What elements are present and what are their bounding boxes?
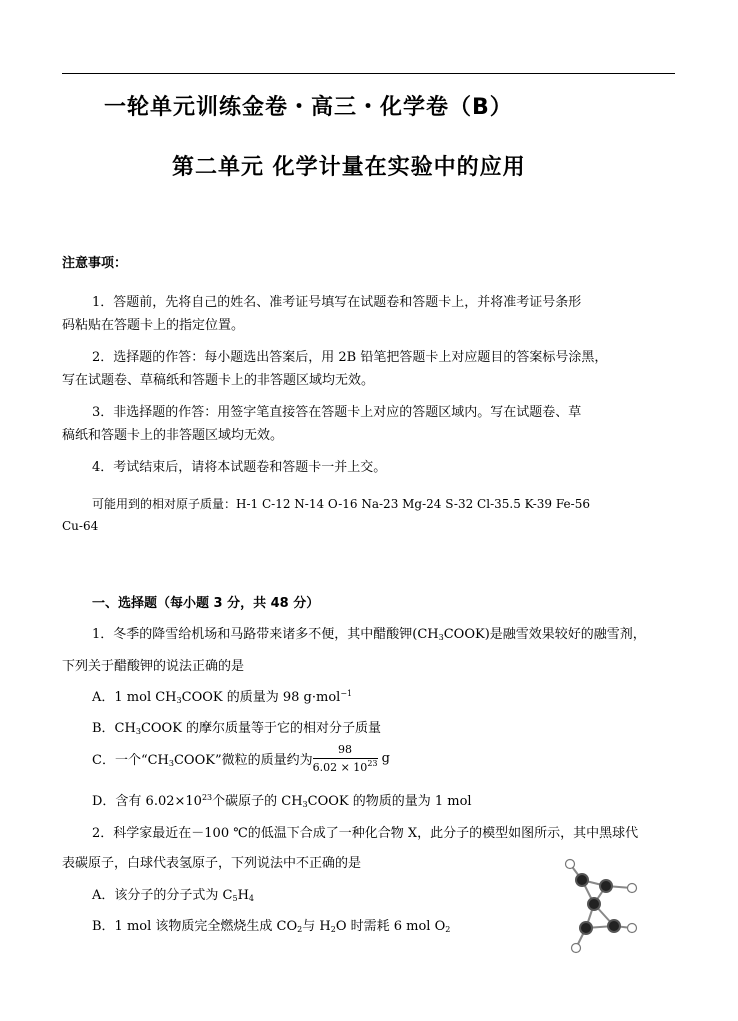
atomic-mass-line-2: Cu-64 (62, 519, 99, 533)
notice-item-2-line-1: 2．选择题的作答：每小题选出答案后，用 2B 铅笔把答题卡上对应题目的答案标号涂黑， (92, 350, 608, 365)
header-rule (62, 73, 675, 74)
q2-stem-line-2: 表碳原子，白球代表氢原子，下列说法中不正确的是 (62, 856, 362, 871)
notice-item-1-line-1: 1．答题前，先将自己的姓名、准考证号填写在试题卷和答题卡上，并将准考证号条形 (92, 295, 582, 310)
hydrogen-atom (628, 884, 637, 893)
notice-item-3-line-2: 稿纸和答题卡上的非答题区域均无效。 (62, 428, 284, 443)
carbon-atom (600, 880, 612, 892)
q1-option-b: B．$CH_3COOK$ 的摩尔质量等于它的相对分子质量 (92, 721, 382, 736)
page-title: 一轮单元训练金卷・高三・化学卷（B） (104, 95, 513, 120)
notice-heading: 注意事项： (62, 256, 128, 271)
carbon-atom (588, 898, 600, 910)
molecule-model-figure (552, 852, 652, 962)
hydrogen-atom (628, 924, 637, 933)
page-subtitle: 第二单元 化学计量在实验中的应用 (172, 155, 526, 180)
q1-option-c: C．一个“$CH_3COOK$”微粒的质量约为 $\frac{98}{6.02 \times 10^{23}}$ g (92, 743, 390, 774)
q1-option-d: D．含有 $6.02\times 10^{23}$个碳原子的 $CH_3COOK$ 的物质的量为 1 mol (92, 793, 472, 809)
notice-item-4: 4．考试结束后，请将本试题卷和答题卡一并上交。 (92, 460, 387, 475)
carbon-atom (576, 874, 588, 886)
notice-item-3-line-1: 3．非选择题的作答：用签字笔直接答在答题卡上对应的答题区域内。写在试题卷、草 (92, 405, 582, 420)
notice-item-2-line-2: 写在试题卷、草稿纸和答题卡上的非答题区域均无效。 (62, 373, 375, 388)
hydrogen-atom (566, 860, 575, 869)
notice-item-1-line-2: 码粘贴在答题卡上的指定位置。 (62, 318, 245, 333)
q2-option-a: A．该分子的分子式为 $C_5H_4$ (92, 888, 254, 903)
q2-option-b: B．1 mol 该物质完全燃烧生成 $CO_2$与 $H_2O$ 时需耗 6 mol $O_2$ (92, 919, 451, 934)
carbon-atom (580, 922, 592, 934)
q2-stem-line-1: 2．科学家最近在－100 ℃的低温下合成了一种化合物 X，此分子的模型如图所示，其中黑球代 (92, 826, 639, 841)
atomic-mass-line-1: 可能用到的相对原子质量：H-1 C-12 N-14 O-16 Na-23 Mg-24 S-32 Cl-35.5 K-39 Fe-56 (92, 497, 590, 511)
q1-option-c-fraction: $\frac{98}{6.02 \times 10^{23}}$ (312, 743, 378, 774)
q1-stem-line-2: 下列关于醋酸钾的说法正确的是 (62, 659, 245, 674)
q1-stem-line-1: 1．冬季的降雪给机场和马路带来诸多不便，其中醋酸钾$(CH_3COOK)$是融雪效果较好的融雪剂， (92, 627, 646, 642)
carbon-atom (608, 920, 620, 932)
hydrogen-atom (572, 944, 581, 953)
q1-option-a: A．1 mol $CH_3COOK$ 的质量为 98 g·mol$^{-1}$ (92, 689, 353, 705)
section-1-heading: 一、选择题（每小题 3 分，共 48 分） (92, 596, 320, 611)
